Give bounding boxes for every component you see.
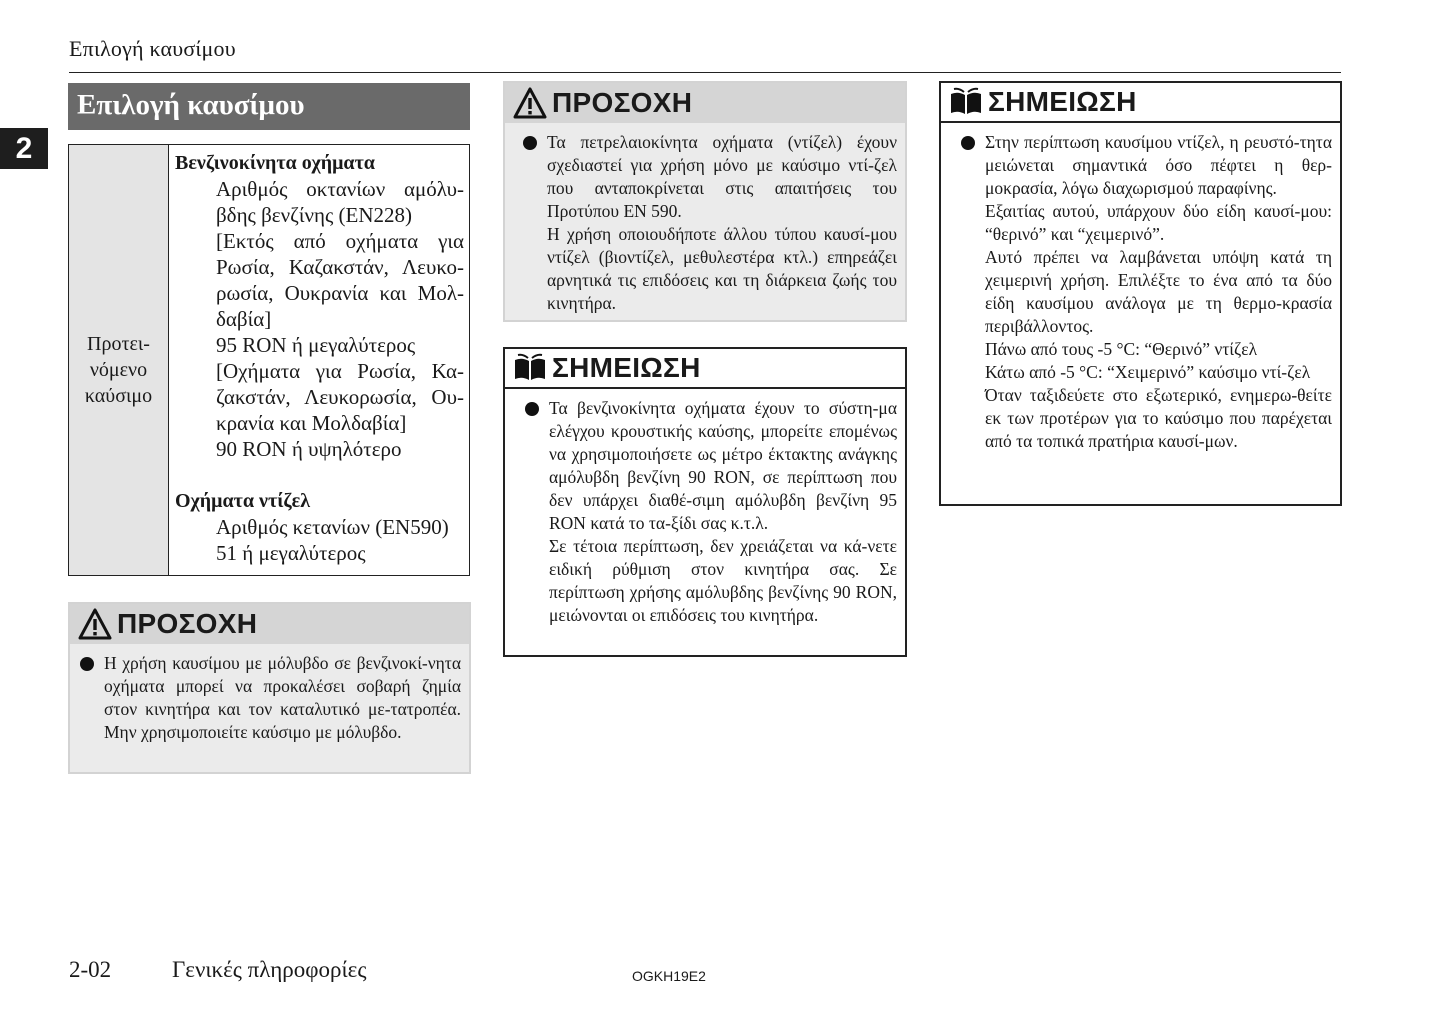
petrol-line: [Οχήματα για Ρωσία, Κα-ζακστάν, Λευκορωσία, Ου-κρανία και Μολδαβία] <box>216 359 464 435</box>
warning-triangle-icon <box>513 87 547 119</box>
caution-paragraph: Η χρήση οποιουδήποτε άλλου τύπου καυσί-μου ντίζελ (βιοντίζελ, μεθυλεστέρα κτλ.) επηρεάζει αρνητικά τις επιδόσεις και τη διάρκεια ζωής του κινητήρα. <box>547 224 897 313</box>
note-paragraph: Πάνω από τους -5 °C: “Θερινό” ντίζελ <box>985 339 1258 359</box>
fuel-table-label-cell <box>69 145 169 575</box>
note-paragraph: Εξαιτίας αυτού, υπάρχουν δύο είδη καυσί-μου: “θερινό” και “χειμερινό”. <box>985 201 1332 244</box>
bullet-icon <box>80 657 94 671</box>
diesel-line: 51 ή μεγαλύτερος <box>216 541 366 565</box>
petrol-line: 90 RON ή υψηλότερο <box>216 437 402 461</box>
note-header <box>505 349 905 389</box>
header-rule <box>69 72 1341 73</box>
note-text: Τα βενζινοκίνητα οχήματα έχουν το σύστη-μα ελέγχου κρουστικής καύσης, μπορείτε επομένως να χρησιμοποιήσετε ως μέτρο έκτακτης ανάγκης αμόλυβδη βενζίνη 90 RON, σε περίπτωση που δεν υπάρχει διαθέ-σιμη αμόλυβδη βενζίνη 95 RON κατά το τα-ξίδι σας κ.τ.λ. <box>549 398 897 533</box>
note-paragraph: Σε τέτοια περίπτωση, δεν χρειάζεται να κά-νετε ειδική ρύθμιση στον κινητήρα σας. Σε περίπτωση χρήσης αμόλυβδης βενζίνης 90 RON, μειώνονται οι επιδόσεις του κινητήρα. <box>549 536 897 625</box>
note-text: Στην περίπτωση καυσίμου ντίζελ, η ρευστό-τητα μειώνεται σημαντικά όσο πέφτει η θερ-μοκρασία, λόγω διαχωρισμού παραφίνης. <box>985 132 1332 198</box>
note-box-middle <box>503 347 907 657</box>
caution-header <box>505 83 905 123</box>
note-title: ΣΗΜΕΙΩΣΗ <box>988 86 1137 117</box>
fuel-table-content <box>169 145 469 575</box>
caution-title: ΠΡΟΣΟΧΗ <box>117 608 258 639</box>
bullet-icon <box>523 136 537 150</box>
chapter-tab: 2 <box>0 128 48 169</box>
warning-triangle-icon <box>78 608 112 640</box>
page-number: 2-02 <box>69 957 112 982</box>
fuel-table <box>68 144 470 576</box>
section-title: Επιλογή καυσίμου <box>68 83 470 130</box>
diesel-line: Αριθμός κετανίων (EN590) <box>216 515 449 539</box>
diesel-heading: Οχήματα ντίζελ <box>175 490 311 512</box>
recommended-fuel-label: Προτει- νόμενο καύσιμο <box>84 333 153 407</box>
note-paragraph: Κάτω από -5 °C: “Χειμερινό” καύσιμο ντί-ζελ <box>985 362 1311 382</box>
caution-bullet <box>523 131 897 223</box>
caution-box-middle <box>503 81 907 322</box>
open-book-icon <box>513 352 547 384</box>
petrol-line: [Εκτός από οχήματα για Ρωσία, Καζακστάν, Λευκο-ρωσία, Ουκρανία και Μολ-δαβία] <box>216 229 464 331</box>
running-header: Επιλογή καυσίμου <box>69 36 236 61</box>
petrol-line: Αριθμός οκτανίων αμόλυ-βδης βενζίνης (EN228) <box>216 177 464 227</box>
petrol-line: 95 RON ή μεγαλύτερος <box>216 333 416 357</box>
note-paragraph: Αυτό πρέπει να λαμβάνεται υπόψη κατά τη χειμερινή χρήση. Επιλέξτε το ένα από τα δύο είδη καυσίμου ανάλογα με τη θερμο-κρασία περιβάλλοντος. <box>985 247 1332 336</box>
note-bullet <box>525 397 897 535</box>
bullet-icon <box>525 402 539 416</box>
open-book-icon <box>949 86 983 118</box>
caution-bullet <box>80 652 461 744</box>
footer-section-name: Γενικές πληροφορίες <box>172 957 367 982</box>
note-paragraph: Όταν ταξιδεύετε στο εξωτερικό, ενημερω-θείτε εκ των προτέρων για το καύσιμο που παρέχεται από τα τοπικά πρατήρια καυσί-μων. <box>985 385 1332 451</box>
note-box-right <box>939 81 1342 506</box>
note-header <box>941 83 1340 123</box>
caution-text: Τα πετρελαιοκίνητα οχήματα (ντίζελ) έχουν σχεδιαστεί για χρήση μόνο με καύσιμο ντί-ζελ που ανταποκρίνεται στις απαιτήσεις του Προτύπου EN 590. <box>547 132 897 221</box>
petrol-heading: Βενζινοκίνητα οχήματα <box>175 152 375 174</box>
caution-title: ΠΡΟΣΟΧΗ <box>552 87 693 118</box>
document-code: OGKH19E2 <box>632 968 706 984</box>
caution-header <box>70 604 469 644</box>
note-bullet <box>961 131 1332 200</box>
note-title: ΣΗΜΕΙΩΣΗ <box>552 352 701 383</box>
bullet-icon <box>961 136 975 150</box>
caution-text: Η χρήση καυσίμου με μόλυβδο σε βενζινοκί-νητα οχήματα μπορεί να προκαλέσει σοβαρή ζημία στον κινητήρα και τον καταλυτικό με-τατροπέα. Μην χρησιμοποιείτε καύσιμο με μόλυβδο. <box>104 653 461 742</box>
caution-box-left <box>68 602 471 774</box>
